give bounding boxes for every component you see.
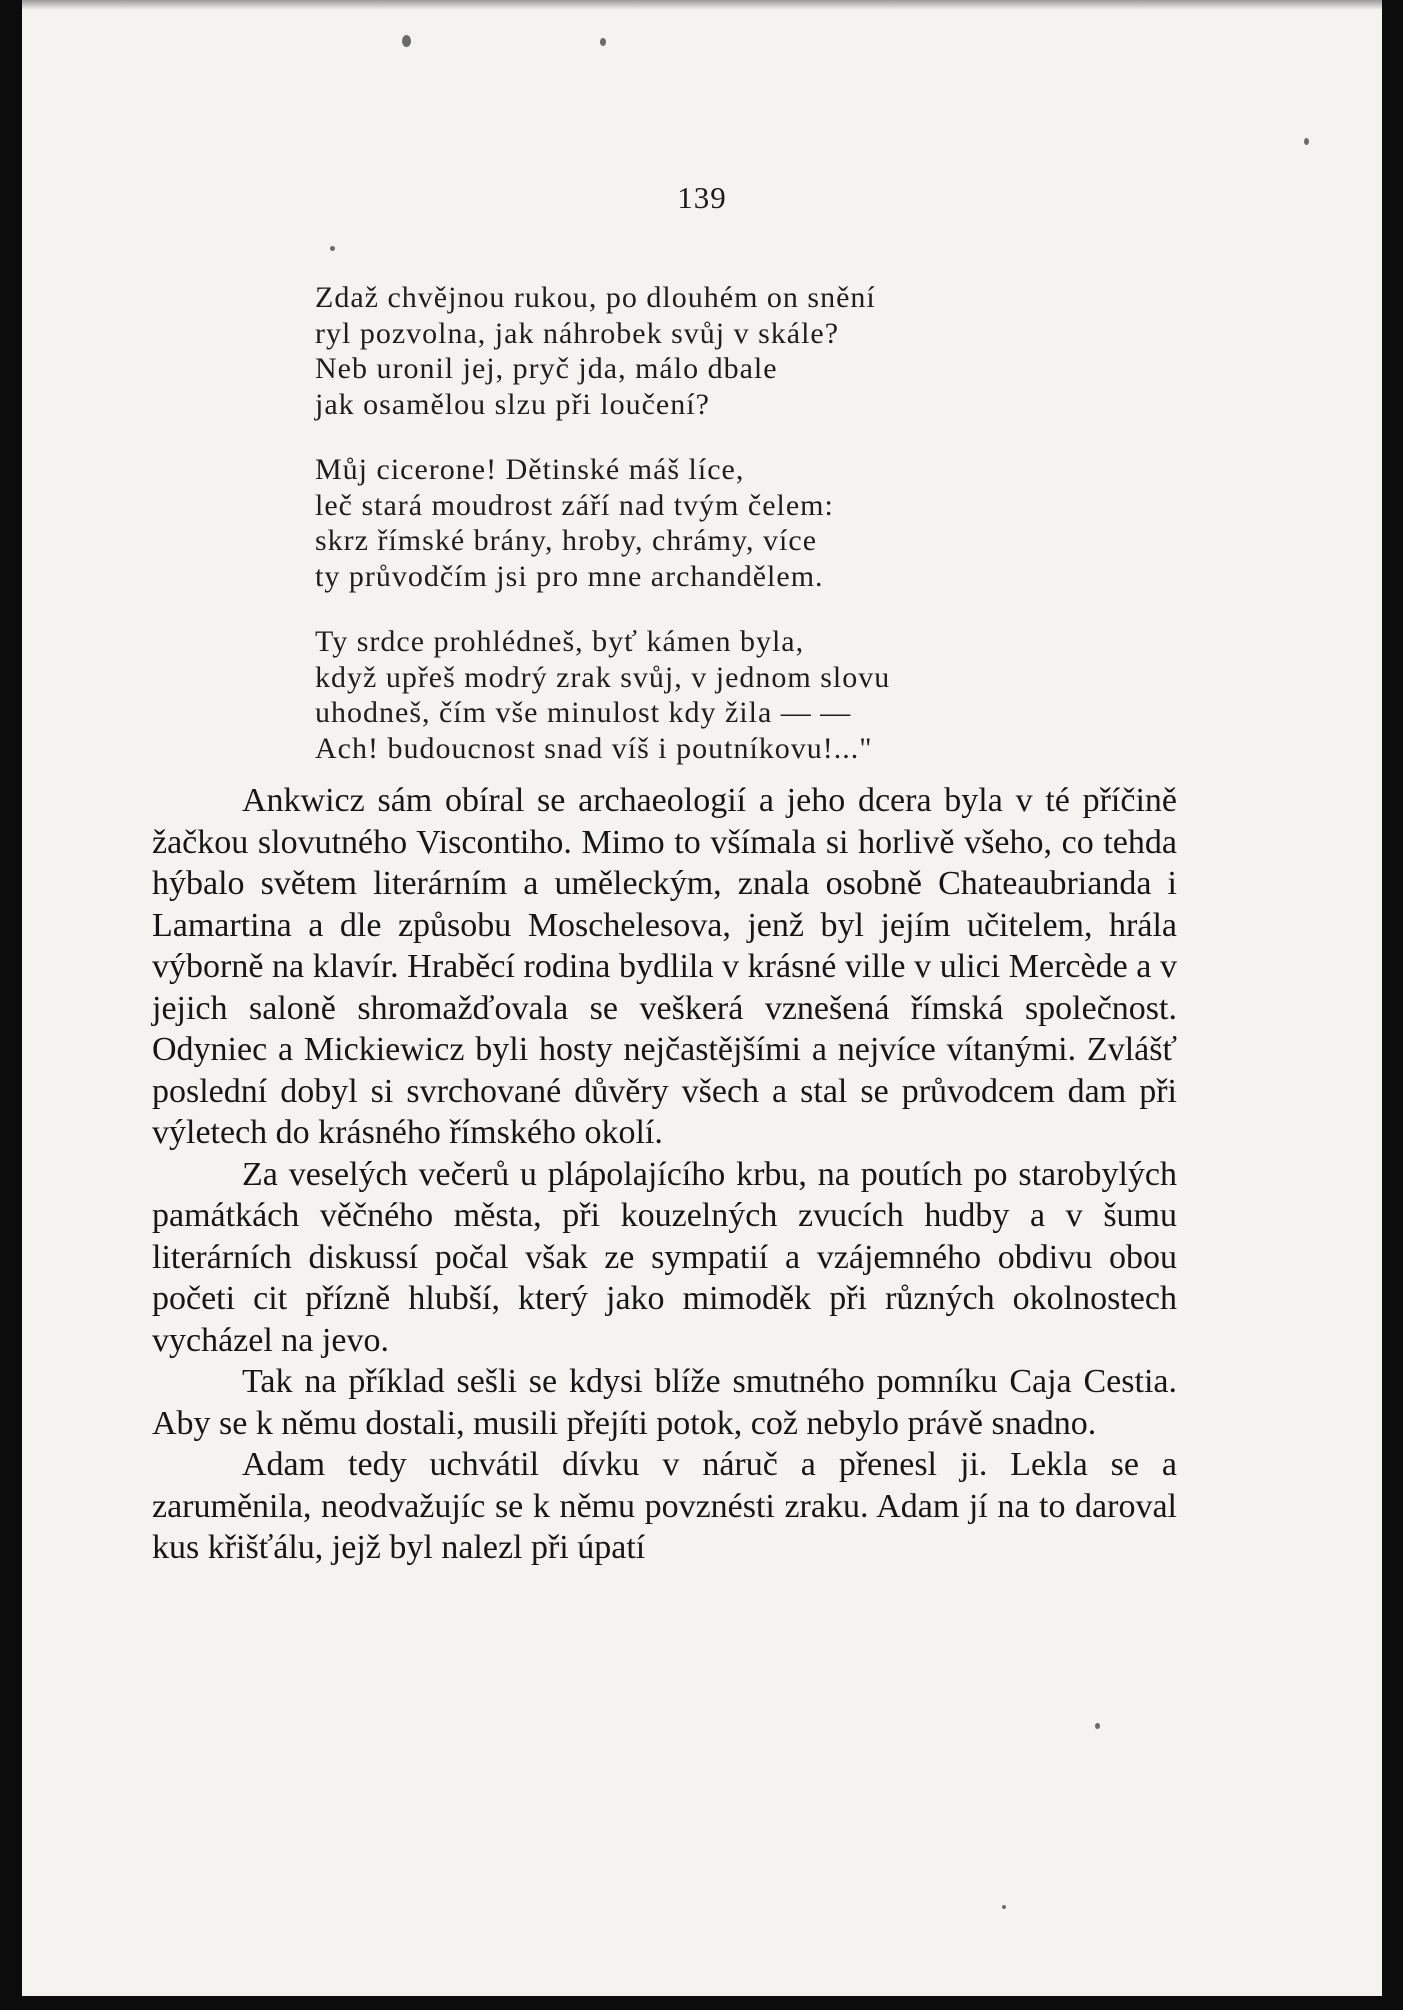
ink-speck bbox=[1304, 138, 1309, 145]
ink-speck bbox=[402, 35, 411, 47]
ink-speck bbox=[600, 38, 606, 46]
body-text bbox=[152, 780, 1177, 1569]
poem-line: ryl pozvolna, jak náhrobek svůj v skále? bbox=[315, 316, 840, 350]
paragraph: Tak na příklad sešli se kdysi blíže smutného pomníku Caja Cestia. Aby se k němu dostali, musili přejíti potok, což nebylo právě snadno. bbox=[152, 1363, 1177, 1442]
ink-speck bbox=[330, 246, 335, 251]
poem-line: uhodneš, čím vše minulost kdy žila — — bbox=[315, 696, 852, 729]
paragraph: Adam tedy uchvátil dívku v náruč a přenesl ji. Lekla se a zaruměnila, neodvažujíc se k němu povznésti zraku. Adam jí na to daroval kus křišťálu, jejž byl nalezl při úpatí bbox=[152, 1446, 1177, 1566]
paragraph: Ankwicz sám obíral se archaeologií a jeho dcera byla v té příčině žačkou slovutného Viscontiho. Mimo to všímala si horlivě všeho, co tehda hýbalo světem literárním a uměleckým, znala osobně Chateaubrianda i Lamartina a dle způsobu Moschelesova, jenž byl jejím učitelem, hrála výborně na klavír. Hraběcí rodina bydlila v krásné ville v ulici Mercède a v jejich saloně shromažďovala se veškerá vznešená římská společnost. Odyniec a Mickiewicz byli hosty nejčastějšími a nejvíce vítanými. Zvlášť poslední dobyl si svrchované důvěry všech a stal se průvodcem dam při výletech do krásného římského okolí. bbox=[152, 782, 1177, 1151]
paragraph: Za veselých večerů u plápolajícího krbu, na poutích po starobylých památkách věčného města, při kouzelných zvucích hudby a v šumu literárních diskussí počal však ze sympatií a vzájemného obdivu obou početi cit přízně hlubší, který jako mimoděk při různých okolnostech vycházel na jevo. bbox=[152, 1155, 1177, 1359]
poem-stanza bbox=[315, 280, 1095, 422]
poem-line: jak osamělou slzu při loučení? bbox=[315, 387, 710, 421]
poem-line: skrz římské brány, hroby, chrámy, více bbox=[315, 524, 818, 557]
poem-line: Ty srdce prohlédneš, byť kámen byla, bbox=[315, 625, 805, 658]
poem-line: ty průvodčím jsi pro mne archandělem. bbox=[315, 559, 824, 593]
ink-speck bbox=[1002, 1905, 1006, 1909]
page-number: 139 bbox=[677, 180, 727, 215]
poem-line: leč stará moudrost září nad tvým čelem: bbox=[315, 488, 834, 522]
poem-stanza bbox=[315, 624, 1095, 766]
poem-stanza bbox=[315, 452, 1095, 594]
poem-line: Ach! budoucnost snad víš i poutníkovu!..." bbox=[315, 731, 873, 765]
poem-line: Zdaž chvějnou rukou, po dlouhém on snění bbox=[315, 281, 876, 314]
poem-line: Neb uronil jej, pryč jda, málo dbale bbox=[315, 352, 778, 385]
ink-speck bbox=[1095, 1723, 1100, 1729]
page-top-edge-shadow bbox=[22, 0, 1382, 10]
poem-line: Můj cicerone! Dětinské máš líce, bbox=[315, 453, 745, 486]
poem-quotation bbox=[315, 280, 1095, 796]
scanned-page bbox=[22, 0, 1382, 1996]
poem-line: když upřeš modrý zrak svůj, v jednom slovu bbox=[315, 660, 891, 694]
